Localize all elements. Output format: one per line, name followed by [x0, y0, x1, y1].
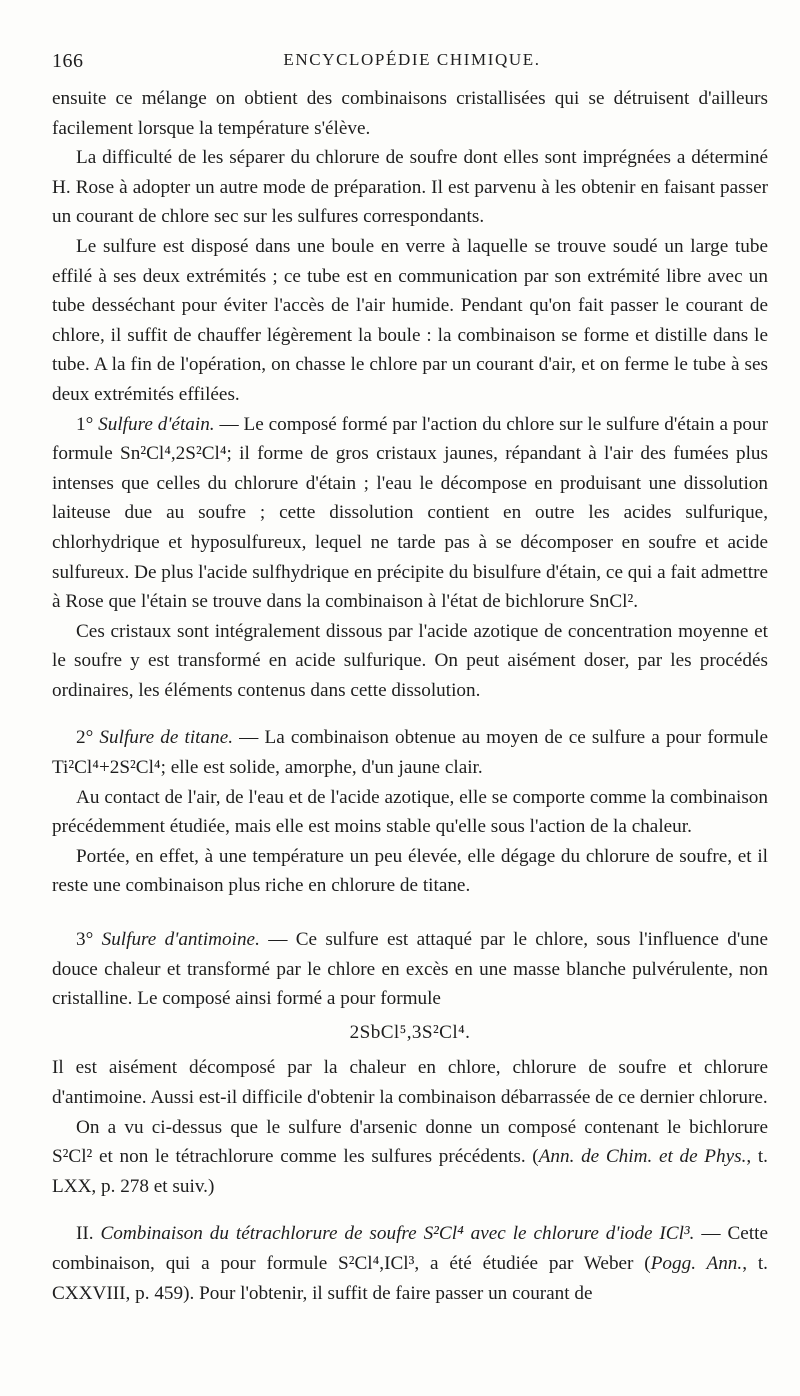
- paragraph: Portée, en effet, à une température un peu élevée, elle dégage du chlorure de soufre, et il reste une combinaison plus riche en chlorure de titane.: [52, 845, 768, 897]
- running-title: ENCYCLOPÉDIE CHIMIQUE.: [283, 50, 541, 69]
- page-number: 166: [52, 50, 84, 72]
- reference-title: Pogg. Ann.: [650, 1252, 743, 1274]
- section-number: 1°: [76, 413, 94, 435]
- paragraph: Le sulfure est disposé dans une boule en verre à laquelle se trouve soudé un large tube effilé à ses deux extrémités ; ce tube est en communication par son extrémité libre avec un tube desséchant pour éviter l'accès de l'air humide. Pendant qu'on fait passer le courant de chlore, il suffit de chauffer légèrement la boule : la combinaison se forme et distille dans le tube. A la fin de l'opération, on chasse le chlore par un courant d'air, et on ferme le tube à ses deux extrémités effilées.: [52, 235, 768, 405]
- paragraph-text: — La combinaison obtenue au moyen de ce sulfure a pour formule Ti²Cl⁴+2S²Cl⁴; elle est solide, amorphe, d'un jaune clair.: [52, 727, 769, 779]
- section-number: 3°: [76, 929, 94, 951]
- paragraph-text: On a vu ci-dessus que le sulfure d'arsenic donne un composé contenant le bichlorure S²Cl² et non le tétrachlorure comme les sulfures précédents. (: [52, 1116, 768, 1168]
- section-sulfure-antimoine: [52, 925, 768, 1014]
- paragraph: ensuite ce mélange on obtient des combinaisons cristallisées qui se détruisent d'ailleurs facilement lorsque la température s'élève.: [52, 88, 768, 139]
- body-text: [52, 84, 768, 1308]
- reference-details: , t. CXXVIII, p. 459). Pour l'obtenir, il suffit de faire passer un courant de: [52, 1252, 768, 1304]
- paragraph: [52, 1113, 768, 1202]
- section-number: II.: [76, 1223, 94, 1245]
- section-sulfure-titane: [52, 723, 768, 782]
- paragraph: La difficulté de les séparer du chlorure de soufre dont elles sont imprégnées a déterminé H. Rose à adopter un autre mode de préparation. Il est parvenu à les obtenir en faisant passer un courant de chlore sec sur les sulfures correspondants.: [52, 147, 768, 228]
- reference-title: Ann. de Chim. et de Phys.: [538, 1146, 747, 1168]
- section-title: Sulfure de titane.: [99, 727, 234, 749]
- chemical-formula: 2SbCl⁵,3S²Cl⁴.: [349, 1021, 471, 1043]
- paragraph: Au contact de l'air, de l'eau et de l'acide azotique, elle se comporte comme la combinaison précédemment étudiée, mais elle est moins stable qu'elle sous l'action de la chaleur.: [52, 786, 768, 838]
- section-title: Sulfure d'antimoine.: [101, 929, 260, 951]
- paragraph: Ces cristaux sont intégralement dissous par l'acide azotique de concentration moyenne et le soufre y est transformé en acide sulfurique. On peut aisément doser, par les procédés ordinaires, les éléments contenus dans cette dissolution.: [52, 620, 768, 701]
- section-number: 2°: [76, 727, 94, 749]
- paragraph-text: — Cette combinaison, qui a pour formule S²Cl⁴,ICl³, a été étudiée par Weber (: [52, 1223, 768, 1274]
- reference-details: , t. LXX, p. 278 et suiv.): [52, 1146, 768, 1197]
- section-title: Combinaison du tétrachlorure de soufre S²Cl⁴ avec le chlorure d'iode ICl³.: [100, 1223, 695, 1245]
- paragraph-text: — Le composé formé par l'action du chlore sur le sulfure d'étain a pour formule Sn²Cl⁴,2S²Cl⁴; il forme de gros cristaux jaunes, répandant à l'air des fumées plus intenses que celles du chlorure d'étain ; l'eau le décompose en produisant une dissolution laiteuse due au soufre ; cette dissolution contient en outre les acides sulfurique, chlorhydrique et hyposulfureux, lequel ne tarde pas à se décomposer en soufre et acide sulfureux. De plus l'acide sulfhydrique en précipite du bisulfure d'étain, ce qui a fait admettre à Rose que l'étain se trouve dans la combinaison à l'état de bichlorure SnCl².: [52, 413, 768, 613]
- section-combinaison-iode: [52, 1219, 768, 1308]
- section-title: Sulfure d'étain.: [98, 413, 215, 435]
- page-header: [52, 50, 772, 82]
- paragraph-text: — Ce sulfure est attaqué par le chlore, sous l'influence d'une douce chaleur et transformé par le chlore en excès en une masse blanche pulvérulente, non cristalline. Le composé ainsi formé a pour formule: [52, 929, 769, 1010]
- paragraph: Il est aisément décomposé par la chaleur en chlore, chlorure de soufre et chlorure d'antimoine. Aussi est-il difficile d'obtenir la combinaison débarrassée de ce dernier chlorure.: [52, 1057, 768, 1108]
- section-sulfure-etain: [52, 410, 768, 617]
